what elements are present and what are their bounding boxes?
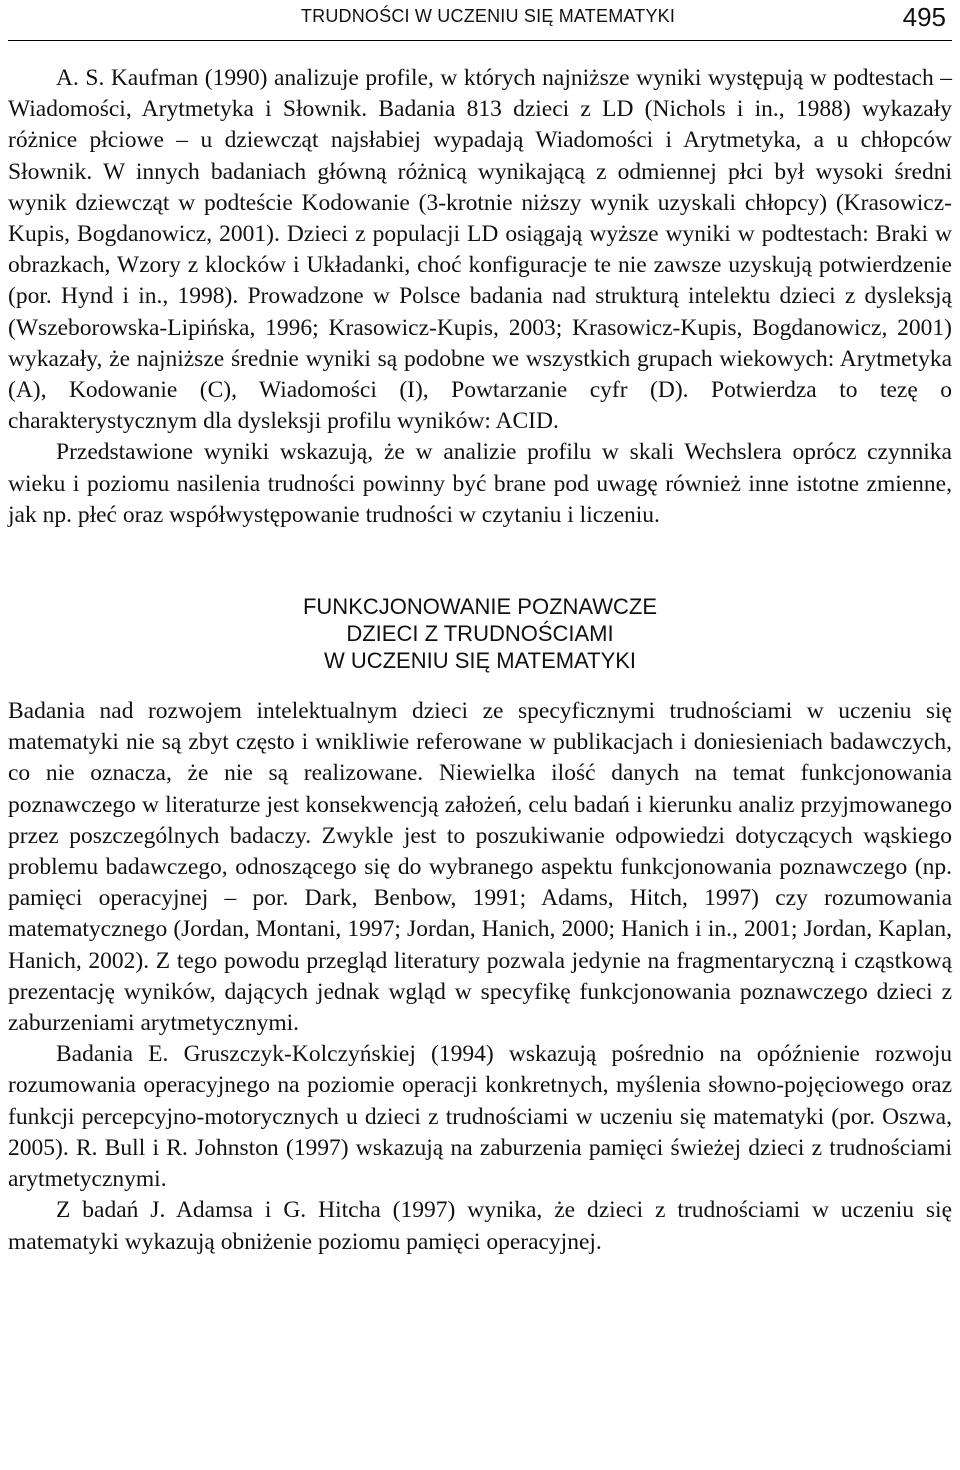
section-heading-line: DZIECI Z TRUDNOŚCIAMI — [346, 621, 614, 647]
paragraph: Z badań J. Adamsa i G. Hitcha (1997) wynika, że dzieci z trudnościami w uczeniu się matematyki wykazują obniżenie poziomu pamięci operacyjnej. — [8, 1197, 952, 1255]
paragraph: Badania nad rozwojem intelektualnym dzieci ze specyficznymi trudnościami w uczeniu się matematyki nie są zbyt często i wnikliwie referowane w publikacjach i doniesieniach badawczych, co nie oznacza, że nie są realizowane. Niewielka ilość danych na temat funkcjonowania poznawczego w literaturze jest konsekwencją założeń, celu badań i kierunku analiz przyjmowanego przez poszczególnych badaczy. Zwykle jest to poszukiwanie odpowiedzi dotyczących wąskiego problemu badawczego, odnoszącego się do wybranego aspektu funkcjonowania poznawczego (np. pamięci operacyjnej – por. Dark, Benbow, 1991; Adams, Hitch, 1997) czy rozumowania matematycznego (Jordan, Montani, 1997; Jordan, Hanich, 2000; Hanich i in., 2001; Jordan, Kaplan, Hanich, 2002). Z tego powodu przegląd literatury pozwala jedynie na fragmentaryczną i cząstkową prezentację wyników, dających jednak wgląd w specyfikę funkcjonowania poznawczego dzieci z zaburzeniami arytmetycznymi. — [8, 698, 952, 1037]
section-heading — [8, 593, 952, 674]
page-number: 495 — [902, 2, 946, 32]
paragraph: A. S. Kaufman (1990) analizuje profile, w których najniższe wyniki występują w podtestach – Wiadomości, Arytmetyka i Słownik. Badania 813 dzieci z LD (Nichols i in., 1988) wykazały różnice płciowe – u dziewcząt najsłabiej wypadają Wiadomości i Arytmetyka, a u chłopców Słownik. W innych badaniach główną różnicą wynikającą z odmiennej płci był wysoki średni wynik dziewcząt w podteście Kodowanie (3-krotnie niższy wynik uzyskali chłopcy) (Krasowicz-Kupis, Bogdanowicz, 2001). Dzieci z populacji LD osiągają wyższe wyniki w podtestach: Braki w obrazkach, Wzory z klocków i Układanki, choć konfiguracje te nie zawsze uzyskują potwierdzenie (por. Hynd i in., 1998). Prowadzone w Polsce badania nad strukturą intelektu dzieci z dysleksją (Wszeborowska-Lipińska, 1996; Krasowicz-Kupis, 2003; Krasowicz-Kupis, Bogdanowicz, 2001) wykazały, że najniższe średnie wyniki są podobne we wszystkich grupach wiekowych: Arytmetyka (A), Kodowanie (C), Wiadomości (I), Powtarzanie cyfr (D). Potwierdza to tezę o charakterystycznym dla dysleksji profilu wyników: ACID. — [8, 65, 952, 435]
running-head: TRUDNOŚCI W UCZENIU SIĘ MATEMATYKI — [300, 6, 676, 26]
section-2-text — [8, 696, 952, 1258]
section-heading-line: W UCZENIU SIĘ MATEMATYKI — [323, 648, 637, 674]
section-heading-line: FUNKCJONOWANIE POZNAWCZE — [302, 594, 658, 620]
paragraph: Badania E. Gruszczyk-Kolczyńskiej (1994) wskazują pośrednio na opóźnienie rozwoju rozumowania operacyjnego na poziomie operacji konkretnych, myślenia słowno-pojęciowego oraz funkcji percepcyjno-motorycznych u dzieci z trudnościami w uczeniu się matematyki (por. Oszwa, 2005). R. Bull i R. Johnston (1997) wskazują na zaburzenia pamięci świeżej dzieci z trudnościami arytmetycznymi. — [8, 1041, 952, 1193]
paragraph: Przedstawione wyniki wskazują, że w analizie profilu w skali Wechslera oprócz czynnika wieku i poziomu nasilenia trudności powinny być brane pod uwagę również inne istotne zmienne, jak np. płeć oraz współwystępowanie trudności w czytaniu i liczeniu. — [8, 439, 952, 528]
section-1-text — [8, 63, 952, 531]
page-header — [8, 0, 952, 41]
